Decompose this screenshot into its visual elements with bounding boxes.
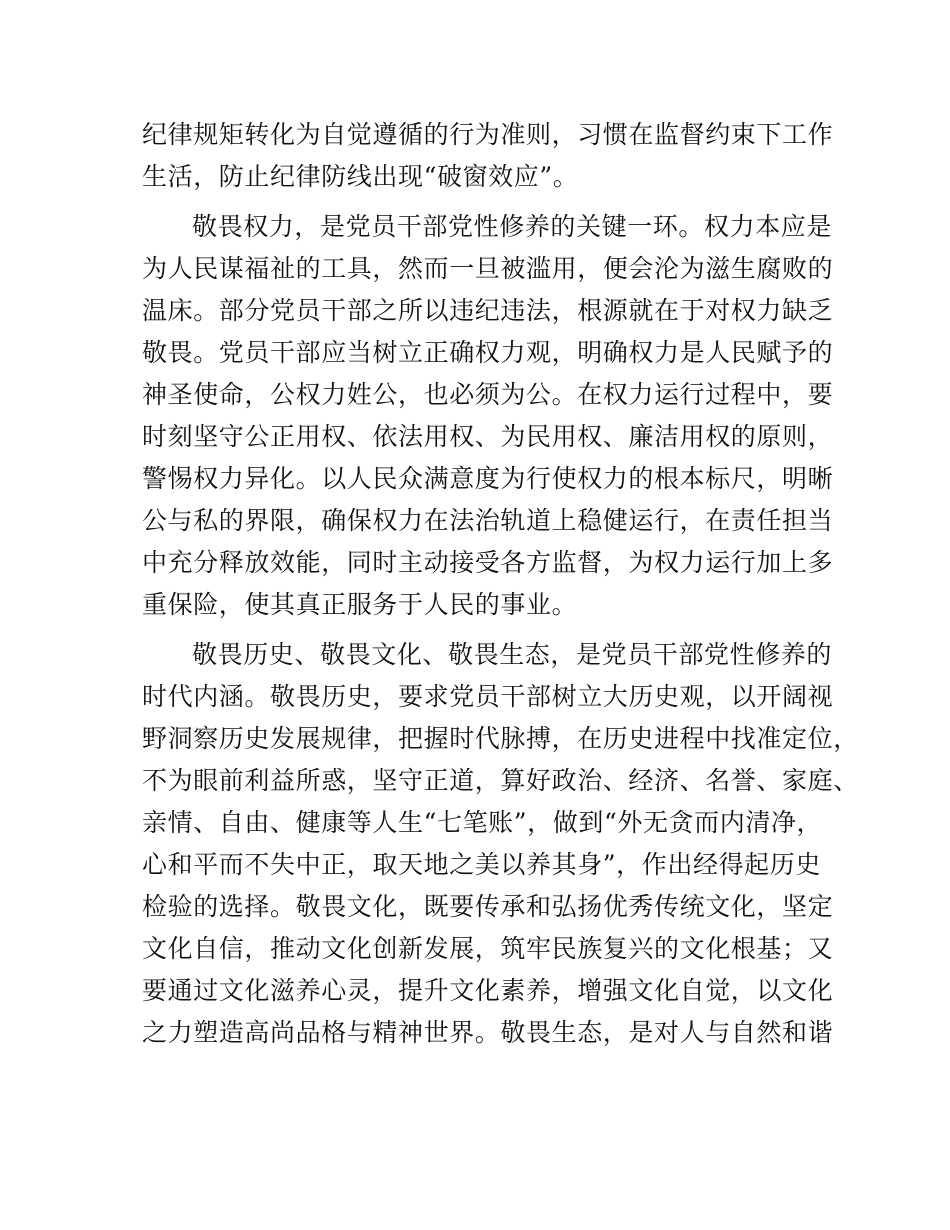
text-line: 中充分释放效能，同时主动接受各方监督，为权力运行加上多 <box>142 548 834 577</box>
text-line: 检验的选择。敬畏文化，既要传承和弘扬优秀传统文化，坚定 <box>142 892 834 921</box>
text-line: 心和平而不失中正，取天地之美以养其身”，作出经得起历史 <box>142 850 821 879</box>
text-line: 温床。部分党员干部之所以违纪违法，根源就在于对权力缺乏 <box>142 296 834 325</box>
text-line: 敬畏历史、敬畏文化、敬畏生态，是党员干部党性修养的 <box>192 640 833 669</box>
text-line: 时代内涵。敬畏历史，要求党员干部树立大历史观，以开阔视 <box>142 682 834 711</box>
text-line: 文化自信，推动文化创新发展，筑牢民族复兴的文化根基；又 <box>142 934 834 963</box>
text-line: 不为眼前利益所惑，坚守正道，算好政治、经济、名誉、家庭、 <box>142 766 859 795</box>
text-line: 时刻坚守公正用权、依法用权、为民用权、廉洁用权的原则， <box>142 422 834 451</box>
text-line: 生活，防止纪律防线出现“破窗效应”。 <box>142 162 579 191</box>
paragraph-discipline-continued <box>142 114 834 198</box>
text-line: 神圣使命，公权力姓公，也必须为公。在权力运行过程中，要 <box>142 380 834 409</box>
text-line: 纪律规矩转化为自觉遵循的行为准则，习惯在监督约束下工作 <box>142 120 834 149</box>
text-line: 要通过文化滋养心灵，提升文化素养，增强文化自觉，以文化 <box>142 976 834 1005</box>
text-line: 为人民谋福祉的工具，然而一旦被滥用，便会沦为滋生腐败的 <box>142 254 834 283</box>
text-line: 警惕权力异化。以人民众满意度为行使权力的根本标尺，明晰 <box>142 464 834 493</box>
text-line: 敬畏。党员干部应当树立正确权力观，明确权力是人民赋予的 <box>142 338 834 367</box>
text-line: 公与私的界限，确保权力在法治轨道上稳健运行，在责任担当 <box>142 506 834 535</box>
text-line: 亲情、自由、健康等人生“七笔账”，做到“外无贪而内清净， <box>142 808 823 837</box>
document-page <box>142 114 859 1054</box>
paragraph-revere-history-culture-ecology <box>142 634 859 1054</box>
text-line: 敬畏权力，是党员干部党性修养的关键一环。权力本应是 <box>192 212 833 241</box>
text-line: 之力塑造高尚品格与精神世界。敬畏生态，是对人与自然和谐 <box>142 1018 834 1047</box>
text-line: 重保险，使其真正服务于人民的事业。 <box>142 590 578 619</box>
text-line: 野洞察历史发展规律，把握时代脉搏，在历史进程中找准定位， <box>142 724 859 753</box>
paragraph-revere-power <box>142 206 834 626</box>
